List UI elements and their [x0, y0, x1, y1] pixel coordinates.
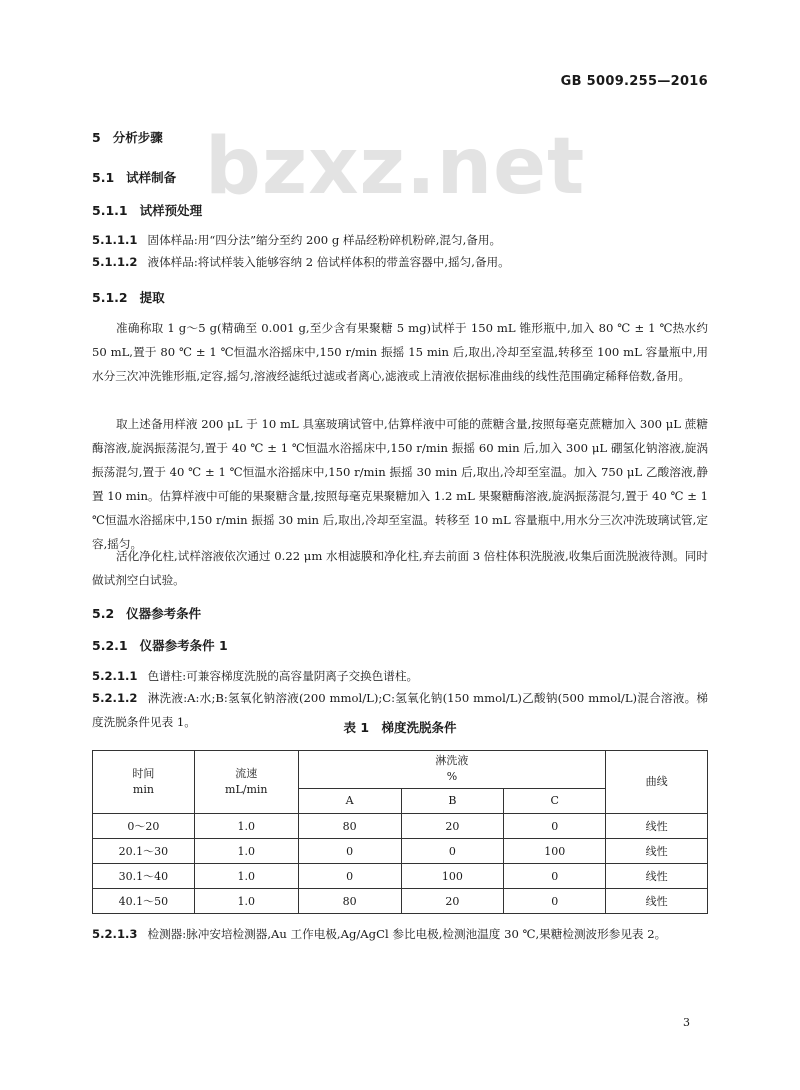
cell-curve: 线性: [606, 889, 708, 914]
header-eluent: [298, 751, 605, 789]
cell-flow: 1.0: [194, 814, 298, 839]
section-5-1-1-heading: [92, 201, 202, 219]
clause-5-2-1-1: [92, 664, 708, 688]
cell-a: 80: [298, 814, 401, 839]
extraction-paragraph-3: 活化净化柱,试样溶液依次通过 0.22 μm 水相滤膜和净化柱,弃去前面 3 倍柱体积洗脱液,收集后面洗脱液待测。同时做试剂空白试验。: [92, 549, 708, 587]
cell-time: 0～20: [93, 814, 195, 839]
cell-curve: 线性: [606, 864, 708, 889]
section-number: 5.1: [92, 170, 115, 185]
cell-c: 0: [504, 864, 606, 889]
gradient-elution-table: [92, 750, 708, 914]
table-row: [93, 864, 708, 889]
cell-time: 40.1～50: [93, 889, 195, 914]
table-header-row-1: [93, 751, 708, 789]
header-curve: 曲线: [606, 751, 708, 814]
header-flow-unit: mL/min: [225, 783, 268, 796]
cell-b: 0: [401, 839, 504, 864]
extraction-paragraph-1: 准确称取 1 g～5 g(精确至 0.001 g,至少含有果聚糖 5 mg)试样于 150 mL 锥形瓶中,加入 80 ℃ ± 1 ℃热水约 50 mL,置于 80 ℃ ± 1 ℃恒温水浴摇床中,150 r/min 振摇 15 min 后,取出,冷却至室温,转移至 100 mL 容量瓶中,用水分三次冲洗锥形瓶,定容,摇匀,溶液经滤纸过滤或者离心,滤液或上清液依据标准曲线的线性范围确定稀释倍数,备用。: [92, 321, 708, 383]
cell-flow: 1.0: [194, 889, 298, 914]
clause-number: 5.2.1.1: [92, 669, 138, 683]
cell-a: 80: [298, 889, 401, 914]
section-title: 试样预处理: [139, 203, 203, 218]
cell-b: 20: [401, 889, 504, 914]
cell-c: 0: [504, 889, 606, 914]
clause-number: 5.2.1.3: [92, 927, 138, 941]
clause-5-2-1-3: [92, 922, 708, 946]
cell-curve: 线性: [606, 839, 708, 864]
watermark: bzxz.net: [205, 122, 586, 212]
section-5-heading: [92, 128, 163, 146]
section-5-1-heading: [92, 168, 176, 186]
cell-flow: 1.0: [194, 864, 298, 889]
clause-number: 5.1.1.1: [92, 233, 138, 247]
section-title: 试样制备: [126, 170, 177, 185]
section-number: 5.2: [92, 606, 115, 621]
header-time-unit: min: [132, 783, 154, 796]
cell-c: 0: [504, 814, 606, 839]
section-number: 5.2.1: [92, 638, 128, 653]
section-5-2-heading: [92, 604, 201, 622]
section-5-2-1-heading: [92, 636, 228, 654]
cell-time: 30.1～40: [93, 864, 195, 889]
table-row: [93, 839, 708, 864]
page-number: 3: [683, 1016, 690, 1029]
header-flow-label: 流速: [235, 767, 258, 780]
cell-a: 0: [298, 864, 401, 889]
clause-text: 检测器:脉冲安培检测器,Au 工作电极,Ag/AgCl 参比电极,检测池温度 30 ℃,果糖检测波形参见表 2。: [147, 927, 667, 941]
cell-a: 0: [298, 839, 401, 864]
clause-text: 液体样品:将试样装入能够容纳 2 倍试样体积的带盖容器中,摇匀,备用。: [147, 255, 510, 269]
cell-time: 20.1～30: [93, 839, 195, 864]
section-5-1-2-heading: [92, 288, 165, 306]
clause-5-1-1-1: [92, 228, 708, 252]
clause-number: 5.2.1.2: [92, 691, 138, 705]
header-eluent-a: A: [298, 788, 401, 813]
section-number: 5.1.2: [92, 290, 128, 305]
clause-5-1-1-2: [92, 250, 708, 274]
clause-number: 5.1.1.2: [92, 255, 138, 269]
cell-c: 100: [504, 839, 606, 864]
table-row: [93, 889, 708, 914]
clause-text: 固体样品:用“四分法”缩分至约 200 g 样品经粉碎机粉碎,混匀,备用。: [147, 233, 502, 247]
header-time-label: 时间: [132, 767, 155, 780]
section-number: 5: [92, 130, 101, 145]
cell-b: 20: [401, 814, 504, 839]
extraction-paragraph-2: 取上述备用样液 200 μL 于 10 mL 具塞玻璃试管中,估算样液中可能的蔗糖含量,按照每毫克蔗糖加入 300 μL 蔗糖酶溶液,旋涡振荡混匀,置于 40 ℃ ± 1 ℃恒温水浴摇床中,150 r/min 振摇 60 min 后,加入 300 μL 硼氢化钠溶液,旋涡振荡混匀,置于 40 ℃ ± 1 ℃恒温水浴摇床中,150 r/min 振摇 30 min 后,取出,冷却至室温。加入 750 μL 乙酸溶液,静置 10 min。估算样液中可能的果聚糖含量,按照每毫克果聚糖加入 1.2 mL 果聚糖酶溶液,旋涡振荡混匀,置于 40 ℃ ± 1 ℃恒温水浴摇床中,150 r/min 振摇 30 min 后,取出,冷却至室温。转移至 10 mL 容量瓶中,用水分三次冲洗玻璃试管,定容,摇匀。: [92, 417, 708, 551]
standard-number: GB 5009.255—2016: [560, 74, 708, 89]
clause-text: 色谱柱:可兼容梯度洗脱的高容量阴离子交换色谱柱。: [147, 669, 419, 683]
cell-flow: 1.0: [194, 839, 298, 864]
section-title: 提取: [139, 290, 165, 305]
section-title: 仪器参考条件: [126, 606, 202, 621]
table-row: [93, 814, 708, 839]
section-title: 分析步骤: [112, 130, 163, 145]
cell-curve: 线性: [606, 814, 708, 839]
header-eluent-b: B: [401, 788, 504, 813]
header-time: [93, 751, 195, 814]
header-eluent-unit: %: [446, 770, 458, 784]
cell-b: 100: [401, 864, 504, 889]
section-number: 5.1.1: [92, 203, 128, 218]
header-flow: [194, 751, 298, 814]
header-eluent-label: 淋洗液: [435, 754, 469, 768]
section-title: 仪器参考条件 1: [139, 638, 228, 653]
header-eluent-c: C: [504, 788, 606, 813]
table-1-caption: 表 1 梯度洗脱条件: [343, 720, 457, 735]
clause-text: 淋洗液:A:水;B:氢氧化钠溶液(200 mmol/L);C:氢氧化钠(150 mmol/L)乙酸钠(500 mmol/L)混合溶液。梯度洗脱条件见表 1。: [92, 691, 708, 729]
